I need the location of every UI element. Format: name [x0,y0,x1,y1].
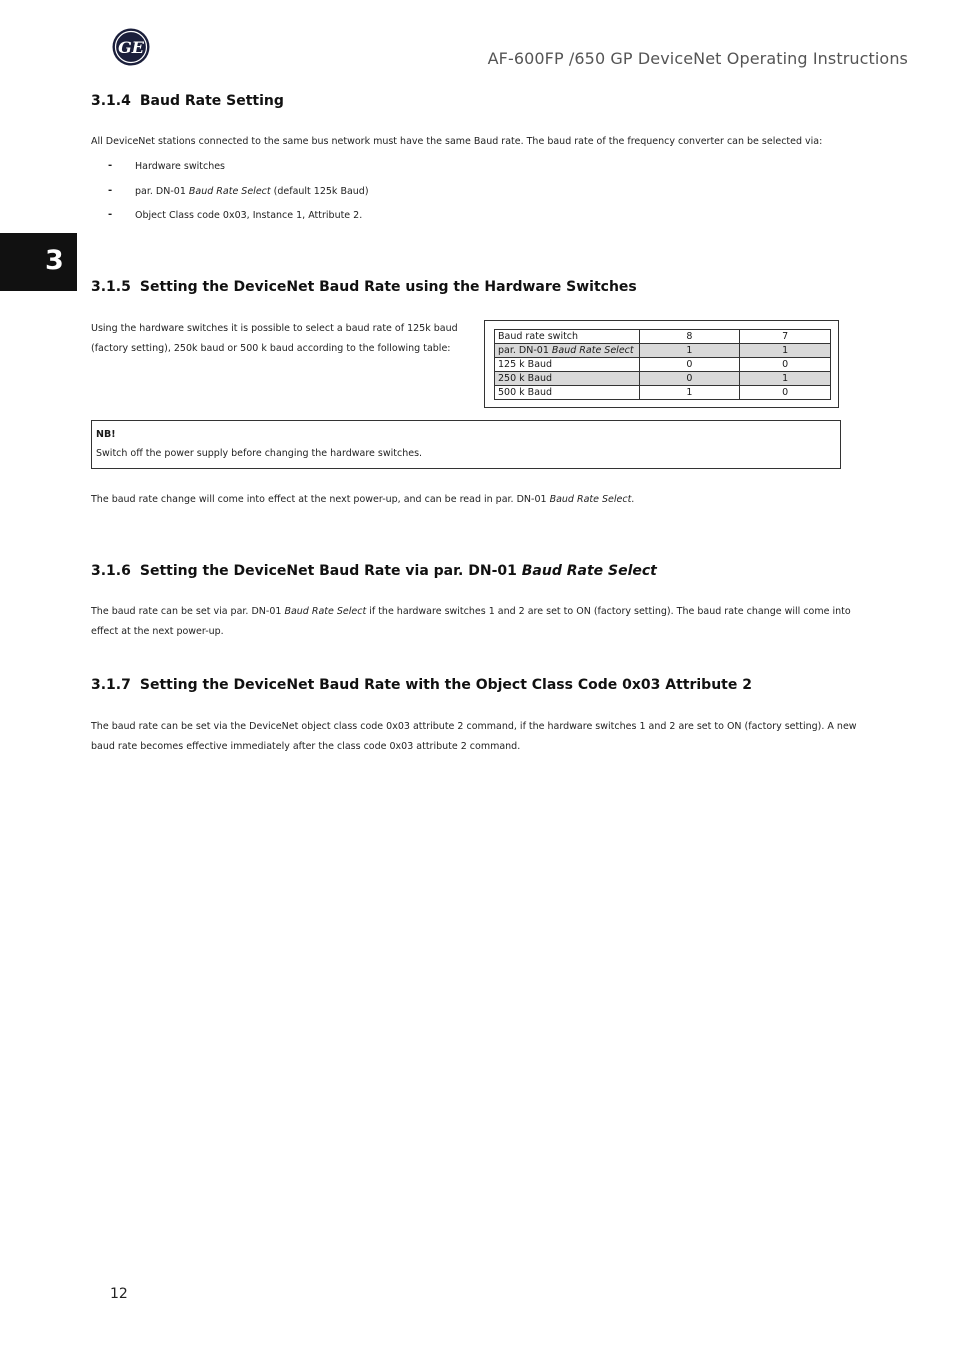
table-cell: 1 [740,344,831,358]
bullet-marker: - [108,160,113,171]
ge-logo-icon [112,28,150,66]
section-title: Setting the DeviceNet Baud Rate via par. DN-01 Baud Rate Select [139,563,657,579]
section-3-1-7-text: The baud rate can be set via the DeviceNet object class code 0x03 attribute 2 command, if the hardware switches 1 and 2 are set to ON (factory setting). A new baud rate becomes effective immediately after the class code 0x03 attribute 2 command. [91,721,857,752]
section-title: Setting the DeviceNet Baud Rate with the Object Class Code 0x03 Attribute 2 [139,677,752,693]
table-cell: Baud rate switch [495,330,640,344]
table-cell: 1 [740,372,831,386]
section-3-1-5-heading [91,279,637,295]
bullet-item: Hardware switches [135,161,226,172]
section-number: 3.1.6 [91,563,131,579]
table-cell: 0 [740,386,831,400]
bullet-item: Object Class code 0x03, Instance 1, Attribute 2. [135,210,363,221]
bullet-item: par. DN-01 Baud Rate Select (default 125k Baud) [135,186,369,197]
table-cell: 1 [639,386,740,400]
chapter-tab [0,233,77,291]
table-cell: 250 k Baud [495,372,640,386]
table-cell: 500 k Baud [495,386,640,400]
note-text: Switch off the power supply before changing the hardware switches. [96,448,423,459]
baud-rate-switch-table [494,329,831,400]
chapter-number: 3 [45,245,64,276]
table-cell: 0 [740,358,831,372]
table-cell: 7 [740,330,831,344]
table-row [495,372,831,386]
section-number: 3.1.7 [91,677,131,693]
table-row [495,330,831,344]
section-3-1-5-after-text: The baud rate change will come into effect at the next power-up, and can be read in par. DN-01 Baud Rate Select. [91,494,635,505]
table-row [495,386,831,400]
bullet-marker: - [108,185,113,196]
logo-text: GE [118,38,144,57]
section-number: 3.1.4 [91,93,131,109]
section-title: Setting the DeviceNet Baud Rate using the Hardware Switches [139,279,637,295]
section-3-1-6-text: The baud rate can be set via par. DN-01 Baud Rate Select if the hardware switches 1 and 2 are set to ON (factory setting). The baud rate change will come into effect at the next power-up. [91,606,851,637]
section-3-1-4-intro: All DeviceNet stations connected to the same bus network must have the same Baud rate. The baud rate of the frequency converter can be selected via: [91,136,823,147]
document-title: AF-600FP /650 GP DeviceNet Operating Instructions [487,49,908,68]
table-cell: 0 [639,358,740,372]
bullet-marker: - [108,209,113,220]
section-3-1-4-heading [91,93,284,109]
table-cell: 1 [639,344,740,358]
section-3-1-6-heading [91,563,657,579]
table-row [495,358,831,372]
table-cell: par. DN-01 Baud Rate Select [495,344,640,358]
section-3-1-7-heading [91,677,752,693]
table-row [495,344,831,358]
note-box [91,420,841,469]
page-number: 12 [110,1286,128,1302]
section-number: 3.1.5 [91,279,131,295]
section-3-1-5-text: Using the hardware switches it is possible to select a baud rate of 125k baud (factory setting), 250k baud or 500 k baud according to the following table: [91,323,458,354]
note-label: NB! [96,429,116,440]
table-cell: 0 [639,372,740,386]
table-cell: 125 k Baud [495,358,640,372]
table-cell: 8 [639,330,740,344]
section-title: Baud Rate Setting [139,93,284,109]
